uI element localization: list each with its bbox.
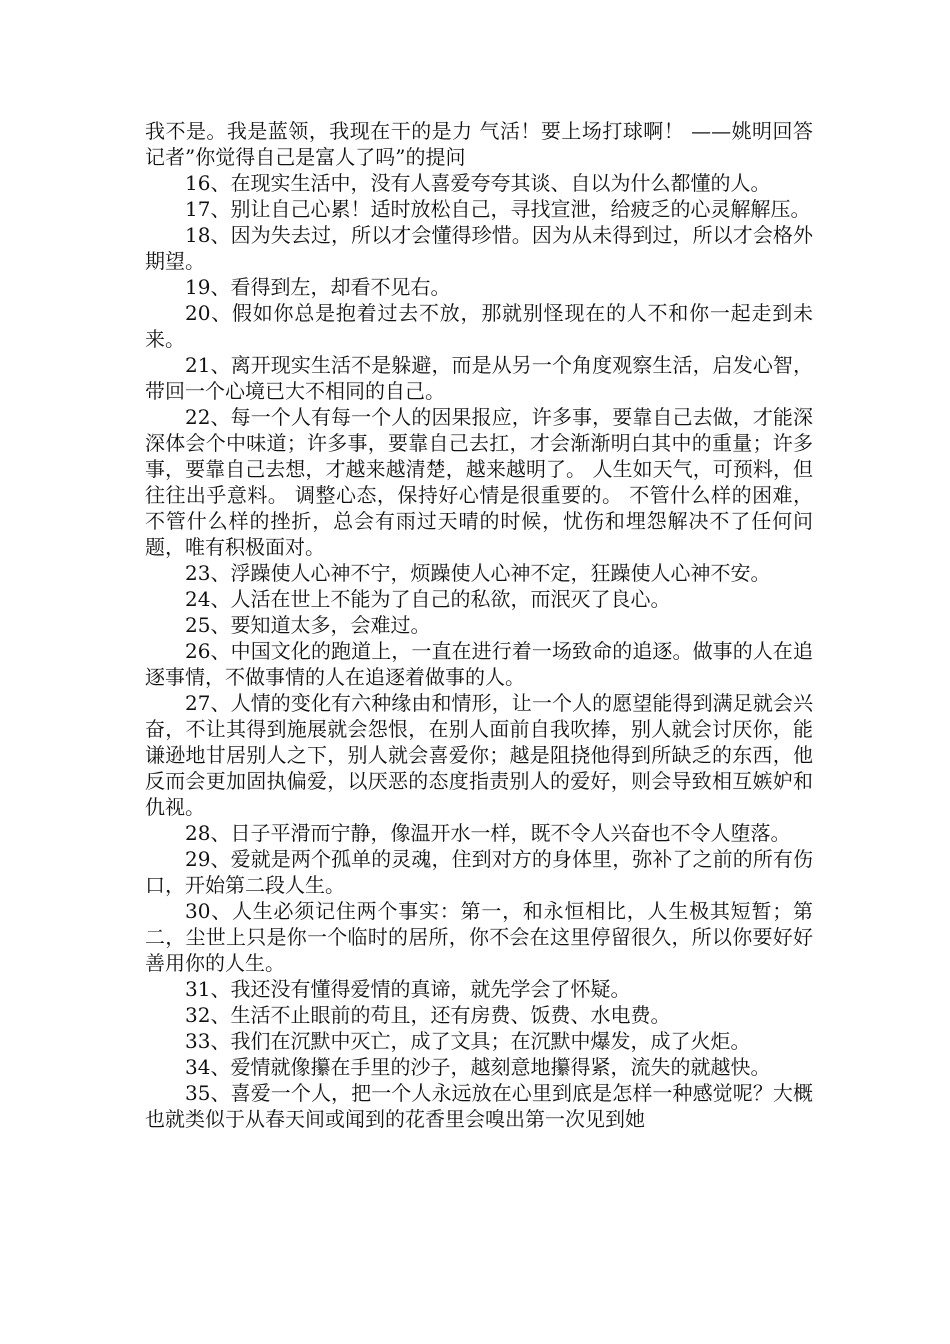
paragraph-30: 30、人生必须记住两个事实：第一，和永恒相比，人生极其短暂；第二，尘世上只是你一个临时的居所，你不会在这里停留很久，所以你要好好善用你的人生。: [145, 899, 813, 975]
paragraph-17: 17、别让自己心累！适时放松自己，寻找宣泄，给疲乏的心灵解解压。: [185, 197, 811, 221]
paragraph-33: 33、我们在沉默中灭亡，成了文具；在沉默中爆发，成了火炬。: [185, 1029, 751, 1053]
paragraph-28: 28、日子平滑而宁静，像温开水一样，既不令人兴奋也不令人堕落。: [185, 821, 791, 845]
paragraph-25: 25、要知道太多，会难过。: [185, 613, 431, 637]
paragraph-19: 19、看得到左，却看不见右。: [185, 275, 451, 299]
paragraph-23: 23、浮躁使人心神不宁，烦躁使人心神不定，狂躁使人心神不安。: [185, 561, 771, 585]
paragraph-21: 21、离开现实生活不是躲避，而是从另一个角度观察生活，启发心智，带回一个心境已大不相同的自己。: [145, 353, 813, 403]
paragraph-20: 20、假如你总是抱着过去不放，那就别怪现在的人不和你一起走到未来。: [145, 301, 813, 351]
document-body: [145, 118, 813, 1132]
paragraph-32: 32、生活不止眼前的苟且，还有房费、饭费、水电费。: [185, 1003, 671, 1027]
paragraph-18: 18、因为失去过，所以才会懂得珍惜。因为从未得到过，所以才会格外期望。: [145, 223, 813, 273]
paragraph-22: 22、每一个人有每一个人的因果报应，许多事，要靠自己去做，才能深深体会个中味道；许多事，要靠自己去扛，才会渐渐明白其中的重量；许多事，要靠自己去想，才越来越清楚，越来越明了。 人生如天气，可预料，但往往出乎意料。 调整心态，保持好心情是很重要的。 不管什么样的困难，不管什么样的挫折，总会有雨过天晴的时候，忧伤和埋怨解决不了任何问题，唯有积极面对。: [145, 405, 813, 559]
paragraph-27: 27、人情的变化有六种缘由和情形，让一个人的愿望能得到满足就会兴奋，不让其得到施展就会怨恨，在别人面前自我吹捧，别人就会讨厌你，能谦逊地甘居别人之下，别人就会喜爱你；越是阻挠他得到所缺乏的东西，他反而会更加固执偏爱，以厌恶的态度指责别人的爱好，则会导致相互嫉妒和仇视。: [145, 691, 813, 819]
paragraph-24: 24、人活在世上不能为了自己的私欲，而泯灭了良心。: [185, 587, 671, 611]
paragraph-35: 35、喜爱一个人，把一个人永远放在心里到底是怎样一种感觉呢？大概也就类似于从春天间或闻到的花香里会嗅出第一次见到她: [145, 1081, 813, 1131]
paragraph-continuation: 我不是。我是蓝领，我现在干的是力 气活！要上场打球啊！ ——姚明回答记者”你觉得自己是富人了吗”的提问: [145, 119, 813, 169]
paragraph-26: 26、中国文化的跑道上，一直在进行着一场致命的追逐。做事的人在追逐事情，不做事情的人在追逐着做事的人。: [145, 639, 813, 689]
paragraph-31: 31、我还没有懂得爱情的真谛，就先学会了怀疑。: [185, 977, 631, 1001]
paragraph-16: 16、在现实生活中，没有人喜爱夸夸其谈、自以为什么都懂的人。: [185, 171, 771, 195]
paragraph-29: 29、爱就是两个孤单的灵魂，住到对方的身体里，弥补了之前的所有伤口，开始第二段人生。: [145, 847, 813, 897]
paragraph-34: 34、爱情就像攥在手里的沙子，越刻意地攥得紧，流失的就越快。: [185, 1055, 771, 1079]
